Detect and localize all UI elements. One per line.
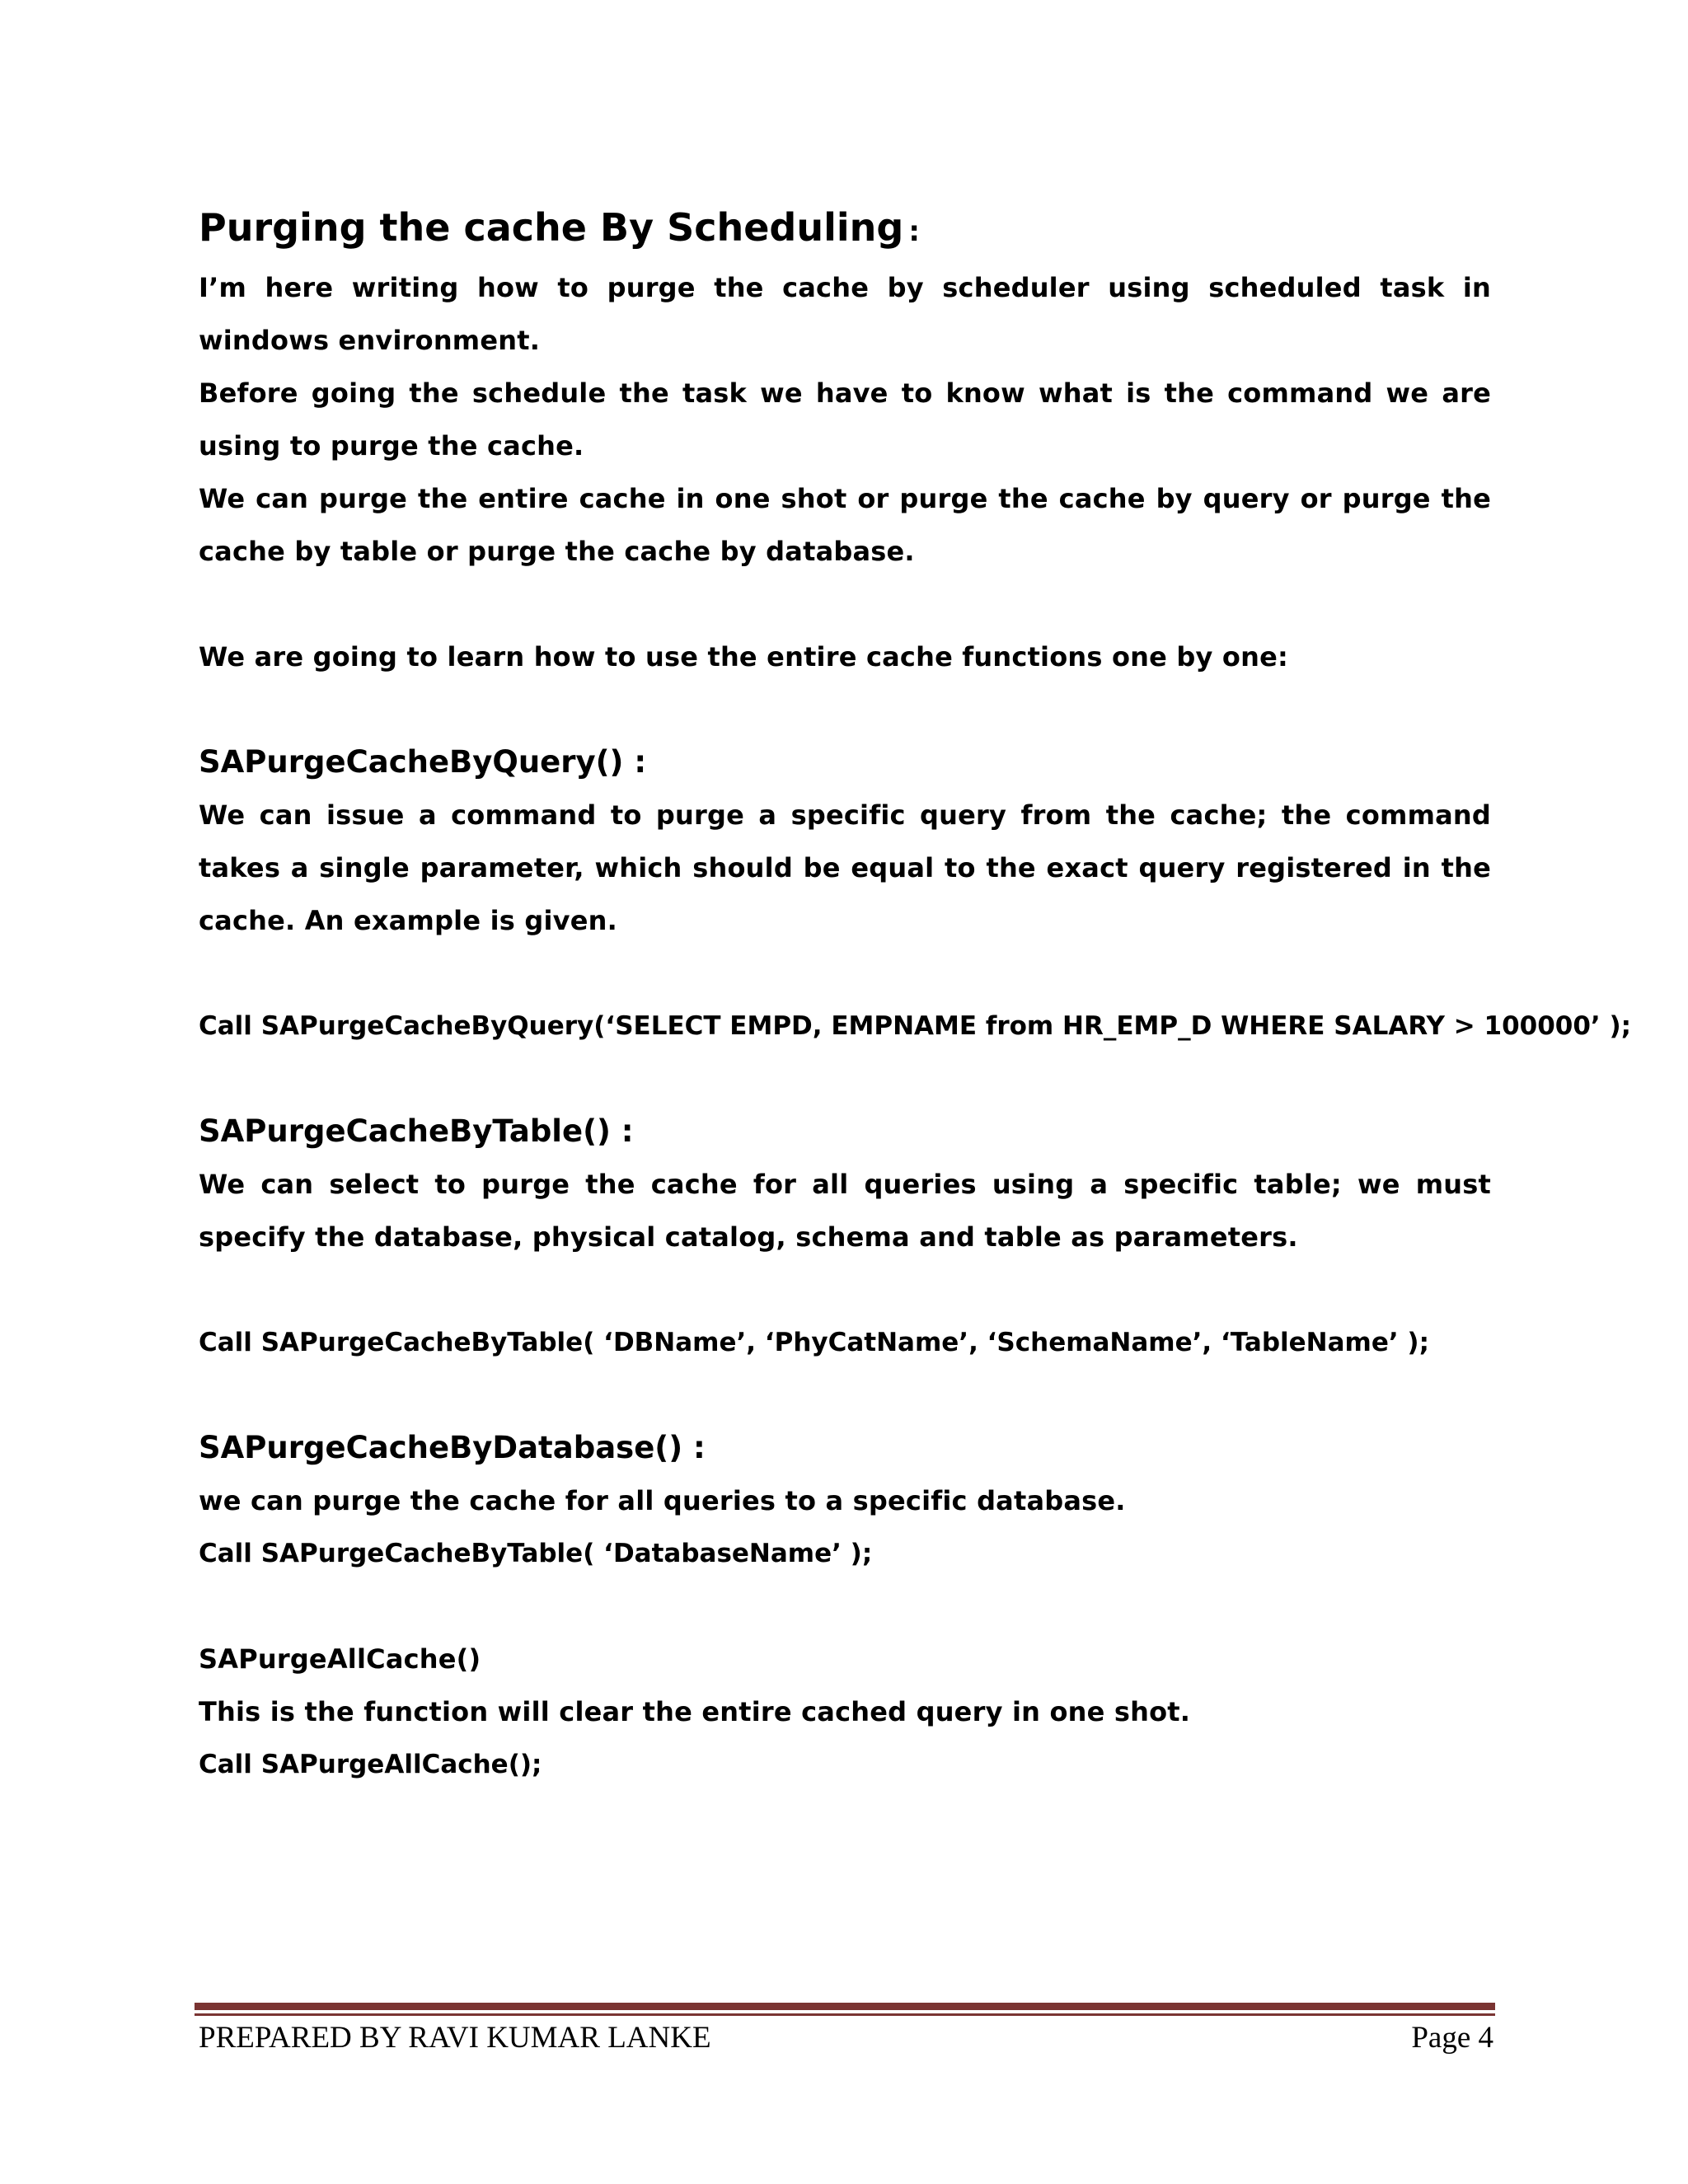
spacer [199,1263,1491,1316]
page-content [199,198,1632,1791]
code-by-database: Call SAPurgeCacheByTable( ‘DatabaseName’ ); [199,1539,873,1568]
intro-paragraph-2: Before going the schedule the task we have to know what is the command we are using to purge the cache. [199,377,1491,462]
code-by-query: Call SAPurgeCacheByQuery(‘SELECT EMPD, EMPNAME from HR_EMP_D WHERE SALARY > 100000’ ); [199,1011,1632,1041]
page-title-colon: : [908,215,920,248]
spacer [199,1052,1491,1105]
footer-page-number: Page 4 [1411,2021,1493,2055]
spacer [199,683,1491,736]
section-title-all-cache: SAPurgeAllCache() [199,1643,481,1675]
spacer [199,1369,1491,1422]
code-by-table: Call SAPurgeCacheByTable( ‘DBName’, ‘PhyCatName’, ‘SchemaName’, ‘TableName’ ); [199,1328,1429,1357]
page-title-text: Purging the cache By Scheduling [199,205,904,250]
section-title-by-query: SAPurgeCacheByQuery() : [199,744,647,780]
code-all-cache: Call SAPurgeAllCache(); [199,1750,542,1779]
section-desc-by-table: We can select to purge the cache for all queries using a specific table; we must specify the database, physical catalog, schema and table as parameters. [199,1169,1491,1253]
footer-divider-thick [195,2003,1495,2010]
page-title [199,198,1491,261]
footer-author: PREPARED BY RAVI KUMAR LANKE [199,2021,711,2055]
footer-divider-thin [195,2013,1495,2016]
section-desc-all-cache: This is the function will clear the entire cached query in one shot. [199,1696,1191,1727]
intro-paragraph-4: We are going to learn how to use the entire cache functions one by one: [199,641,1288,673]
section-desc-by-query: We can issue a command to purge a specific query from the cache; the command takes a single parameter, which should be equal to the exact query registered in the cache. An example is given. [199,799,1491,936]
section-desc-by-database: we can purge the cache for all queries to a specific database. [199,1485,1126,1516]
intro-paragraph-3: We can purge the entire cache in one shot or purge the cache by query or purge the cache by table or purge the cache by database. [199,483,1491,567]
spacer [199,578,1491,630]
spacer [199,947,1491,1000]
intro-paragraph-1: I’m here writing how to purge the cache by scheduler using scheduled task in windows environment. [199,272,1491,356]
section-title-by-table: SAPurgeCacheByTable() : [199,1113,634,1149]
section-title-by-database: SAPurgeCacheByDatabase() : [199,1430,706,1465]
spacer [199,1580,1491,1633]
